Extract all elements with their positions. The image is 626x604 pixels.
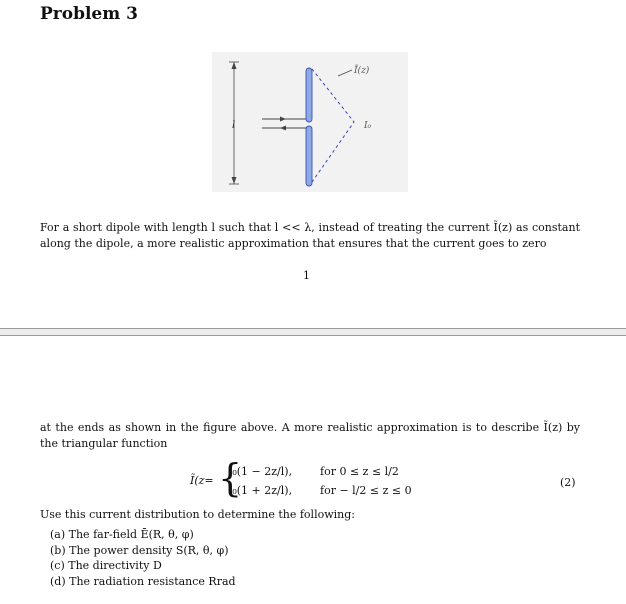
length-label: l — [232, 120, 236, 131]
dipole-lower-arm — [306, 126, 312, 186]
list-item: (c) The directivity D — [50, 559, 162, 572]
dipole-figure — [212, 52, 408, 192]
list-item: (d) The radiation resistance Rrad — [50, 574, 236, 588]
task-list — [50, 527, 236, 589]
paragraph-3: Use this current distribution to determine the following: — [40, 508, 355, 521]
i0-label: I₀ — [364, 121, 372, 131]
page-number: 1 — [303, 269, 310, 282]
list-item: (a) The far-field Ē(R, θ, φ) — [50, 528, 194, 541]
equation-block — [0, 456, 626, 504]
equation-row1-condition: for 0 ≤ z ≤ l/2 — [320, 465, 399, 478]
equation-row1-expr: I₀(1 − 2z/l), — [228, 465, 293, 478]
equation-row2-condition: for − l/2 ≤ z ≤ 0 — [320, 484, 412, 497]
equation-row2-expr: I₀(1 + 2z/l), — [228, 484, 293, 497]
paragraph-1: For a short dipole with length l such that l << λ, instead of treating the current Ĩ(z) as constant along the dipole, a more realistic approximation that ensures that the current goes to zero — [40, 221, 580, 250]
equation-lhs: Ĩ(z= — [190, 474, 214, 487]
list-item: (b) The power density S(R, θ, φ) — [50, 543, 229, 557]
paragraph-2: at the ends as shown in the figure above. A more realistic approximation is to describe Ĩ(z) by the triangular function — [40, 421, 580, 450]
equation-number: (2) — [560, 476, 576, 489]
page-divider — [0, 328, 626, 336]
dipole-upper-arm — [306, 68, 312, 122]
current-label: Ĩ(z) — [354, 66, 370, 76]
problem-title: Problem 3 — [40, 4, 138, 24]
equation-brace: { — [218, 456, 243, 500]
